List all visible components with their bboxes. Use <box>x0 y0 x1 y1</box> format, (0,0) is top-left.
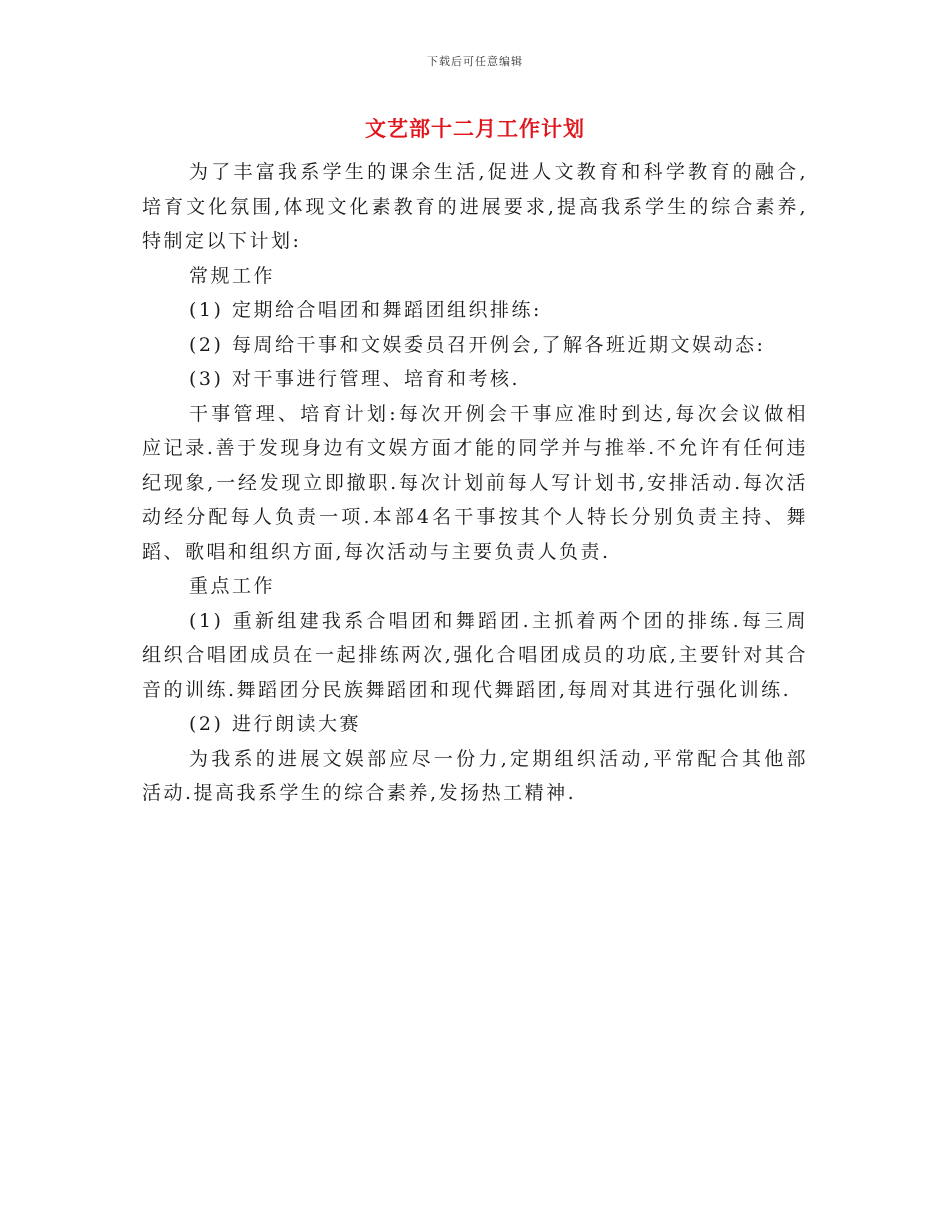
header-note: 下载后可任意编辑 <box>427 55 523 68</box>
paragraph-closing: 为我系的进展文娱部应尽一份力,定期组织活动,平常配合其他部活动.提高我系学生的综合素养,发扬热工精神. <box>142 747 808 804</box>
paragraph-staff-plan: 干事管理、培育计划:每次开例会干事应准时到达,每次会议做相应记录.善于发现身边有文娱方面才能的同学并与推举.不允许有任何违纪现象,一经发现立即撤职.每次计划前每人写计划书,安排活动.每次活动经分配每人负责一项.本部4名干事按其个人特长分别负责主持、舞蹈、歌唱和组织方面,每次活动与主要负责人负责. <box>142 402 808 563</box>
paragraph-intro: 为了丰富我系学生的课余生活,促进人文教育和科学教育的融合,培育文化氛围,体现文化素教育的进展要求,提高我系学生的综合素养,特制定以下计划: <box>142 161 808 252</box>
list-item-key-2: (2) 进行朗读大赛 <box>189 713 361 735</box>
section-heading-key-work: 重点工作 <box>189 575 276 597</box>
document-body <box>142 155 808 811</box>
section-heading-routine: 常规工作 <box>189 264 276 287</box>
list-item-routine-3: (3) 对干事进行管理、培育和考核. <box>189 368 520 390</box>
list-item-routine-2: (2) 每周给干事和文娱委员召开例会,了解各班近期文娱动态: <box>189 333 766 356</box>
list-item-routine-1: (1) 定期给合唱团和舞蹈团组织排练: <box>189 299 542 321</box>
list-item-key-1: (1) 重新组建我系合唱团和舞蹈团.主抓着两个团的排练.每三周组织合唱团成员在一起排练两次,强化合唱团成员的功底,主要针对其合音的训练.舞蹈团分民族舞蹈团和现代舞蹈团,每周对其进行强化训练. <box>142 609 808 701</box>
document-title: 文艺部十二月工作计划 <box>365 116 585 141</box>
